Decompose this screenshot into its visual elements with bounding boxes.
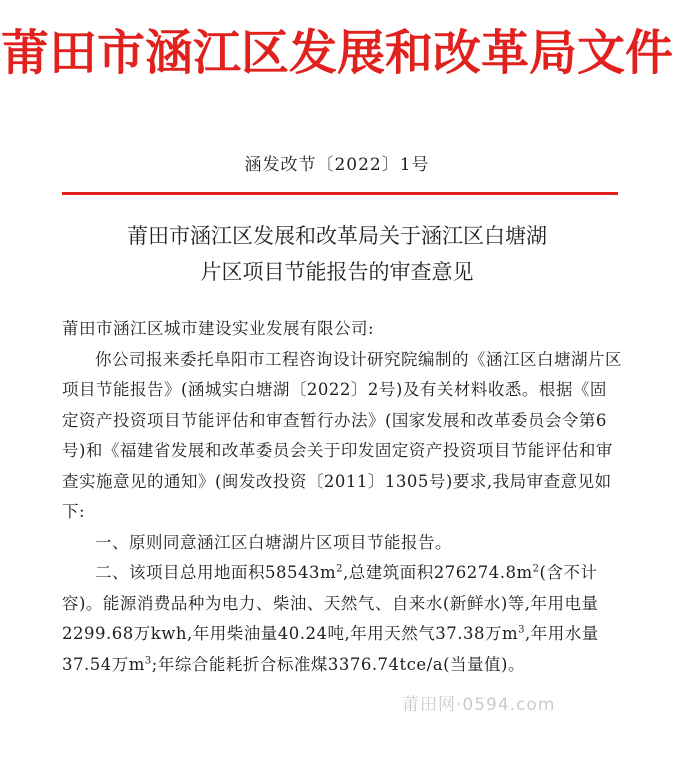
- para3-part-b: ,总建筑面积276274.8m: [343, 563, 533, 582]
- para3-part-a: 二、该项目总用地面积58543m: [95, 563, 337, 582]
- superscript-2: 2: [336, 563, 344, 575]
- watermark: 莆田网·0594.com: [402, 695, 556, 715]
- header-divider: [62, 192, 618, 195]
- paragraph-intro: 你公司报来委托阜阳市工程咨询设计研究院编制的《涵江区白塘湖片区项目节能报告》(涵城实白塘湖〔2022〕2号)及有关材料收悉。根据《固定资产投资项目节能评估和审查暂行办法》(国家发展和改革委员会令第6号)和《福建省发展和改革委员会关于印发固定资产投资项目节能评估和审查实施意见的通知》(闽发改投资〔2011〕1305号)要求,我局审查意见如下:: [62, 349, 622, 521]
- superscript-3: 3: [144, 655, 152, 666]
- title-line-1: 莆田市涵江区发展和改革局关于涵江区白塘湖: [127, 224, 547, 248]
- document-number: 涵发改节〔2022〕1号: [244, 155, 430, 175]
- paragraph-item-2: [62, 558, 622, 680]
- superscript-2: 2: [532, 563, 540, 575]
- salutation: 莆田市涵江区城市建设实业发展有限公司:: [62, 319, 375, 338]
- paragraph-item-1: 一、原则同意涵江区白塘湖片区项目节能报告。: [95, 532, 452, 552]
- para3-part-d: ,年用水量37.54万m: [62, 624, 599, 674]
- document-title: [0, 218, 674, 290]
- para3-part-c: (含不计容)。能源消费品种为电力、柴油、天然气、自来水(新鲜水)等,年用电量2299.68万kwh,年用柴油量40.24吨,年用天然气37.38万m: [62, 563, 599, 643]
- title-line-2: 片区项目节能报告的审查意见: [200, 260, 474, 284]
- superscript-3: 3: [518, 624, 525, 636]
- document-header-title: 莆田市涵江区发展和改革局文件: [0, 25, 673, 81]
- document-body: [62, 314, 622, 680]
- para3-part-e: ;年综合能耗折合标准煤3376.74tce/a(当量值)。: [151, 654, 525, 674]
